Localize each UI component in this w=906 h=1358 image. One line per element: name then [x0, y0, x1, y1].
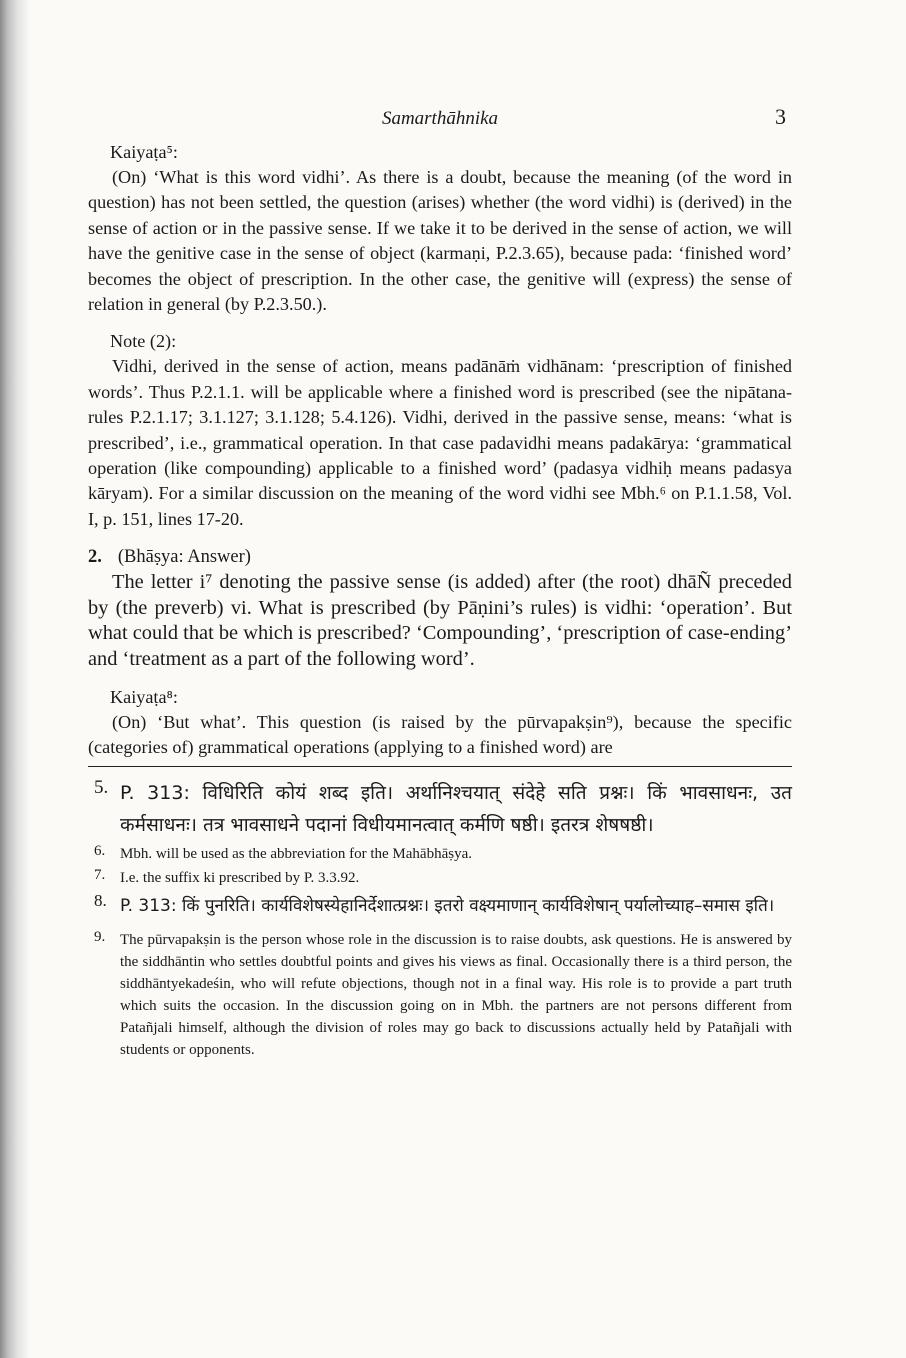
footnote-7	[94, 867, 792, 889]
footnote-number: 6.	[94, 843, 106, 860]
page	[88, 106, 792, 1063]
footnote-text: P. 313: विधिरिति कोयं शब्द इति। अर्थानिश्चयात् संदेहे सति प्रश्नः। किं भावसाधनः, उत कर्मसाधनः। तत्र भावसाधने पदानां विधीयमानत्वात् कर्मणि षष्ठी। इतरत्र शेषषष्ठी।	[120, 782, 792, 837]
footnote-rule	[88, 766, 792, 767]
bhasya-answer-paragraph: The letter i⁷ denoting the passive sense (is added) after (the root) dhāÑ preceded by (the preverb) vi. What is prescribed (by Pāṇini’s rules) is vidhi: ‘operation’. But what could that be which is prescribed? ‘Compounding’, ‘prescription of case-ending’ and ‘treatment as a part of the following word’.	[88, 571, 792, 671]
footnote-number: 8.	[94, 891, 107, 911]
footnote-9	[94, 929, 792, 1061]
footnote-number: 7.	[94, 867, 106, 884]
footnote-5	[94, 777, 792, 841]
footnote-text: Mbh. will be used as the abbreviation for the Mahābhāṣya.	[120, 846, 472, 863]
footnote-number: 9.	[94, 929, 106, 946]
page-number: 3	[775, 104, 786, 129]
kaiyata-heading-1: Kaiyaṭa⁵:	[110, 142, 178, 162]
note-heading: Note (2):	[110, 331, 177, 352]
kaiyata-paragraph-1: (On) ‘What is this word vidhi’. As there is a doubt, because the meaning (of the word in question) has not been settled, the question (arises) whether (the word vidhi) is (derived) in the sense of action or in the passive sense. If we take it to be derived in the sense of action, we will have the genitive case in the sense of object (karmaṇi, P.2.3.65), because pada: ‘finished word’ becomes the object of prescription. In the other case, the genitive will (express) the sense of relation in general (by P.2.3.50.).	[88, 167, 792, 315]
note-paragraph: Vidhi, derived in the sense of action, means padānāṁ vidhānam: ‘prescription of finished words’. Thus P.2.1.1. will be applicable where a finished word is prescribed (see the nipātana-rules P.2.1.17; 3.1.127; 3.1.128; 5.4.126). Vidhi, derived in the passive sense, means: ‘what is prescribed’, i.e., grammatical operation. In that case padavidhi means padakārya: ‘grammatical operation (like compounding) applicable to a finished word’ (padasya vidhiḥ means padasya kāryam). For a similar discussion on the meaning of the word vidhi see Mbh.⁶ on P.1.1.58, Vol. I, p. 151, lines 17-20.	[88, 356, 792, 529]
section-title: (Bhāṣya: Answer)	[117, 547, 251, 568]
footnote-number: 5.	[94, 777, 109, 799]
footnote-text: I.e. the suffix ki prescribed by P. 3.3.92.	[120, 870, 360, 887]
footnote-6	[94, 843, 792, 865]
kaiyata-heading-2: Kaiyaṭa⁸:	[110, 686, 178, 707]
kaiyata-paragraph-2: (On) ‘But what’. This question (is raised by the pūrvapakṣin⁹), because the specific (categories of) grammatical operations (applying to a finished word) are	[88, 711, 792, 758]
section-number: 2.	[88, 547, 102, 568]
footnote-text: P. 313: किं पुनरिति। कार्यविशेषस्येहानिर्देशात्प्रश्नः। इतरो वक्ष्यमाणान् कार्यविशेषान् पर्यालोच्याह–समास इति।	[120, 896, 775, 917]
scan-edge-shadow	[0, 0, 30, 1358]
footnote-text: The pūrvapakṣin is the person whose role in the discussion is to raise doubts, ask questions. He is answered by the siddhāntin who settles doubtful points and gives his views as final. Occasionally there is a third person, the siddhāntyekadeśin, who will refute objections, though not in a final way. His role is to provide a part truth which suits the occasion. In the discussion going on in Mbh. the partners are not persons different from Patañjali himself, although the division of roles may go back to discussions actually held by Patañjali with students or opponents.	[120, 932, 792, 1059]
section-heading	[88, 544, 792, 570]
footnote-8	[94, 891, 792, 921]
running-title: Samarthāhnika	[381, 108, 499, 129]
page-header	[88, 106, 792, 140]
